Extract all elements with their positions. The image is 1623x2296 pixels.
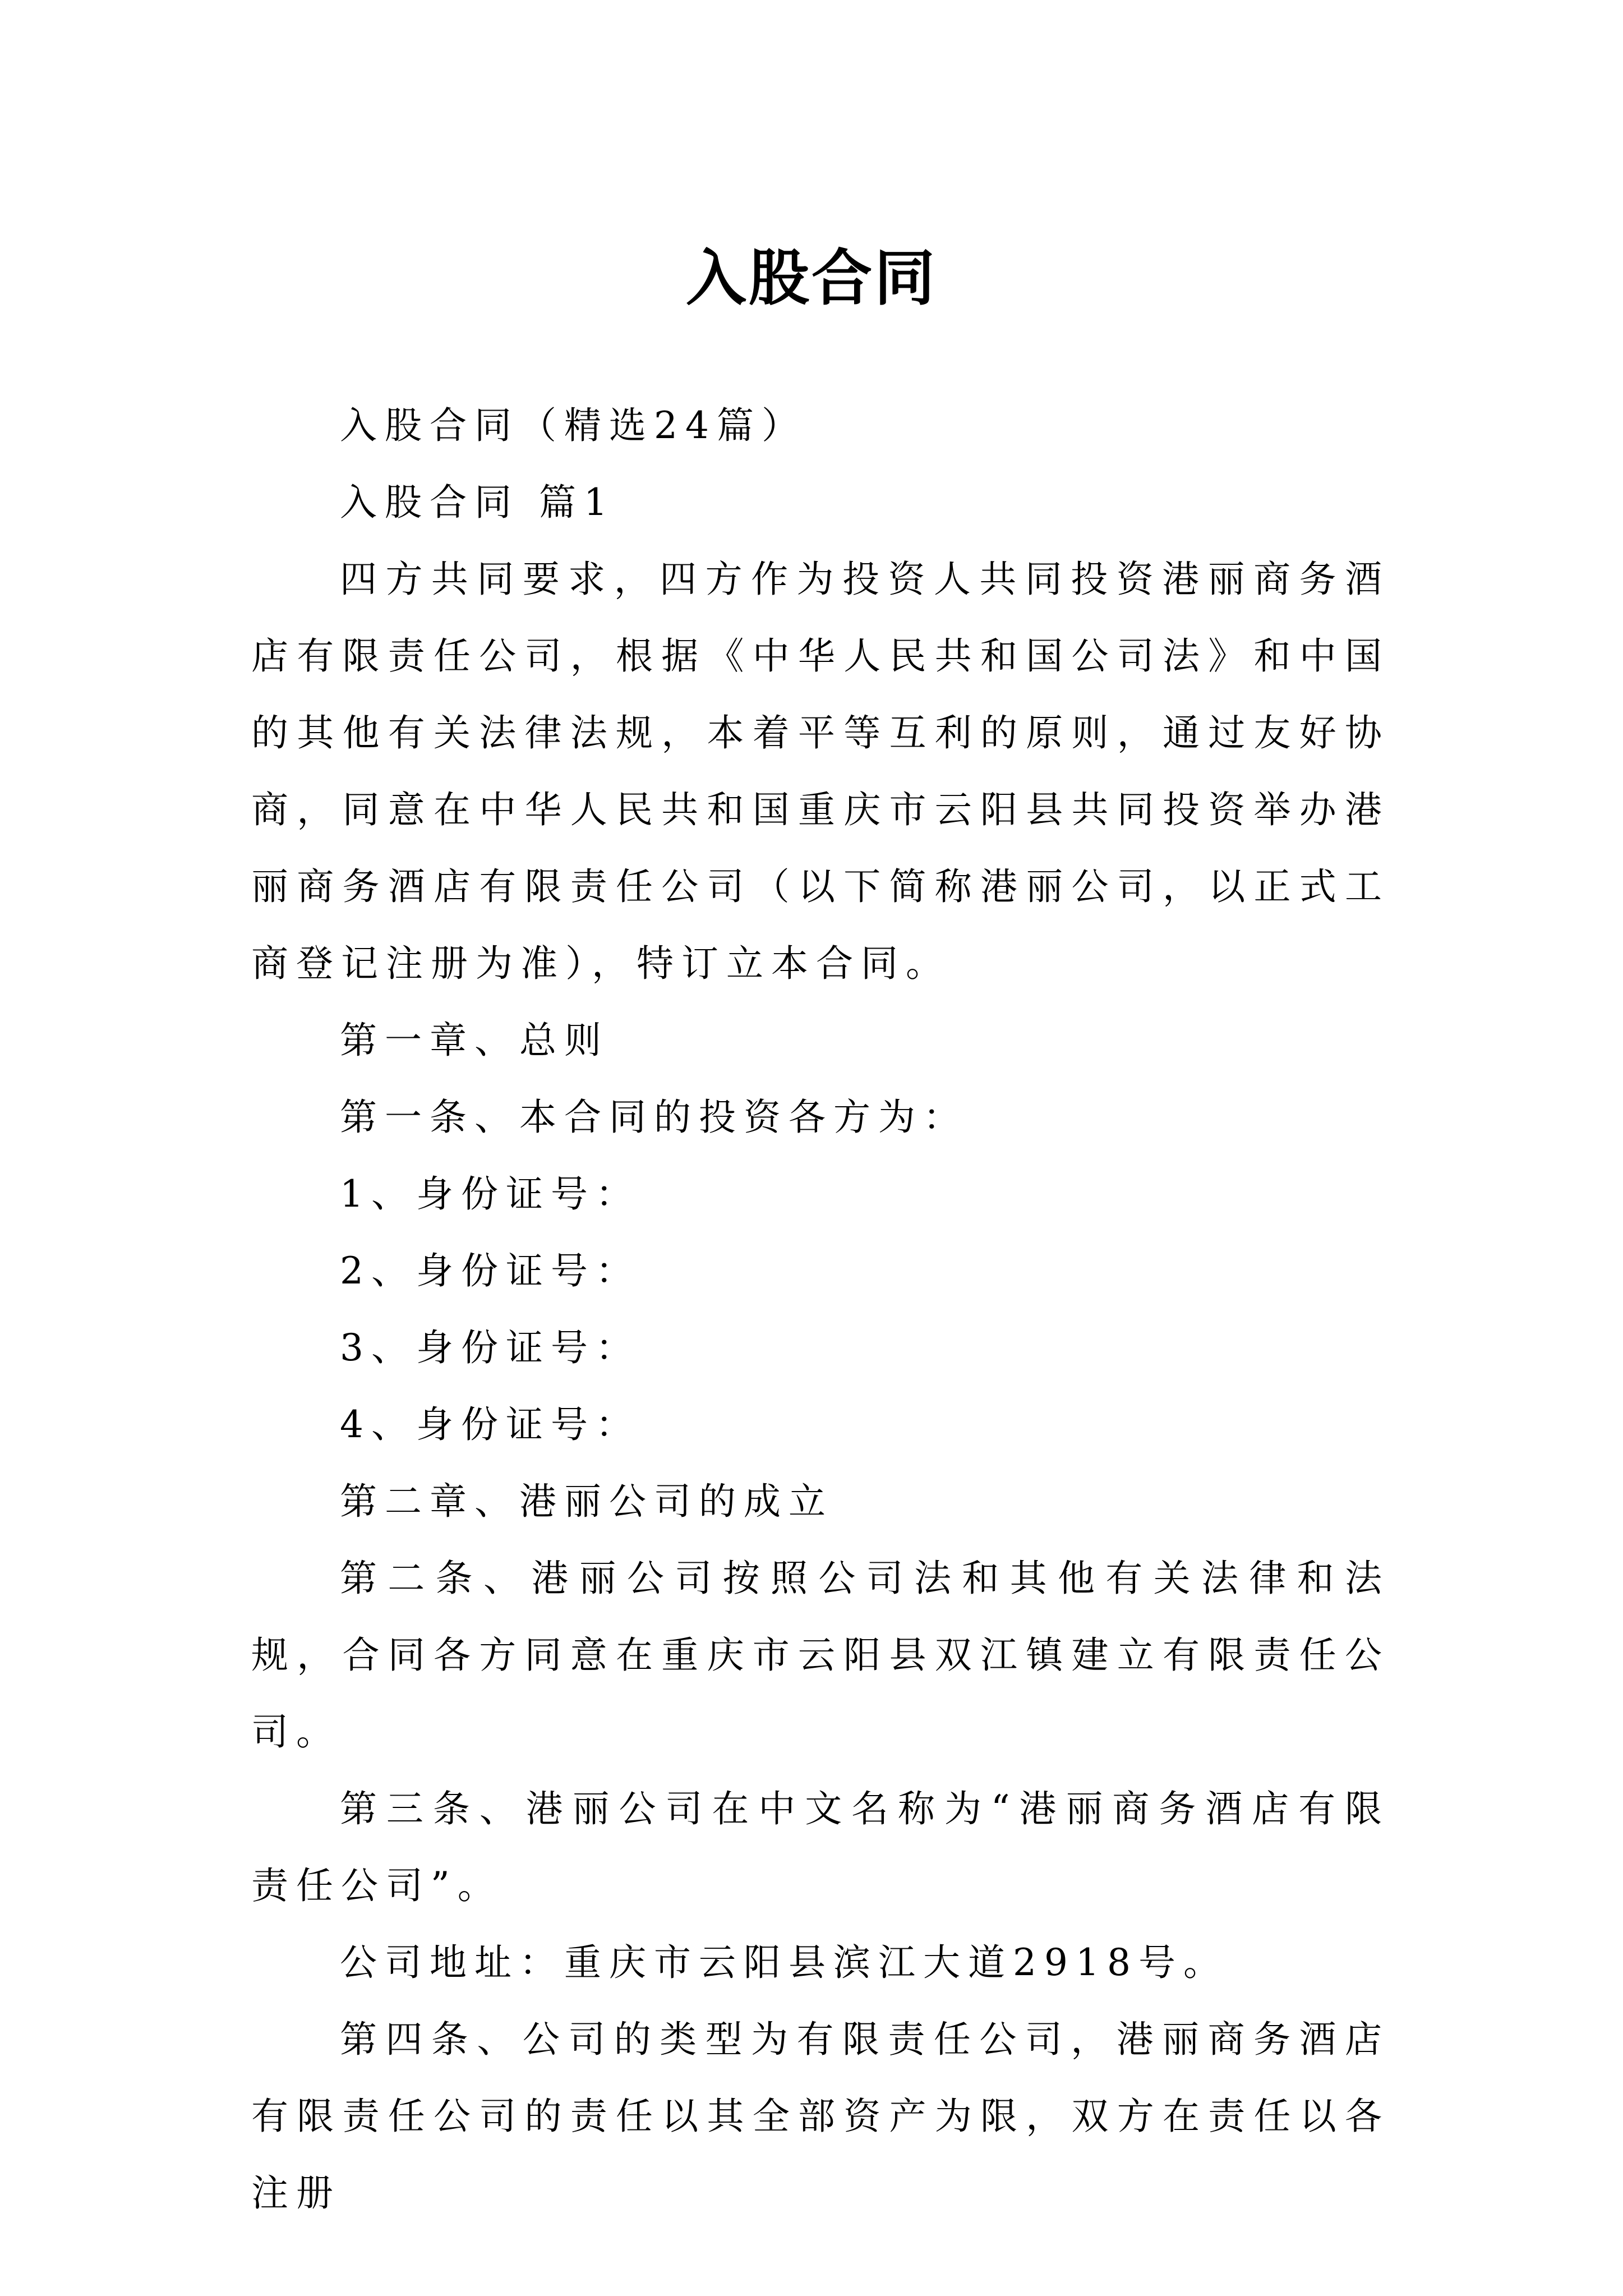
article-4: 第四条、公司的类型为有限责任公司，港丽商务酒店有限责任公司的责任以其全部资产为限，双方在责任以各注册: [251, 2018, 1390, 2215]
document-body: [251, 387, 1390, 2231]
chapter-heading-1: 第一章、总则: [340, 1019, 609, 1062]
paragraph-preamble: 四方共同要求，四方作为投资人共同投资港丽商务酒店有限责任公司，根据《中华人民共和国公司法》和中国的其他有关法律法规，本着平等互利的原则，通过友好协商，同意在中华人民共和国重庆市云阳县共同投资举办港丽商务酒店有限责任公司（以下简称港丽公司，以正式工商登记注册为准），特订立本合同。: [251, 558, 1390, 985]
investor-item-2: 2、身份证号：: [340, 1249, 640, 1292]
investor-item-4: 4、身份证号：: [340, 1403, 640, 1446]
paragraph-article-heading: 入股合同 篇1: [340, 481, 615, 524]
investor-item-3: 3、身份证号：: [340, 1326, 640, 1369]
article-2: 第二条、港丽公司按照公司法和其他有关法律和法规，合同各方同意在重庆市云阳县双江镇建立有限责任公司。: [251, 1557, 1390, 1754]
document-title: 入股合同: [685, 243, 937, 314]
article-3: 第三条、港丽公司在中文名称为“港丽商务酒店有限责任公司”。: [251, 1787, 1390, 1907]
investor-item-1: 1、身份证号：: [340, 1172, 640, 1216]
paragraph-collection-title: 入股合同（精选24篇）: [340, 404, 806, 447]
article-1: 第一条、本合同的投资各方为：: [340, 1096, 968, 1139]
company-address: 公司地址：重庆市云阳县滨江大道2918号。: [340, 1941, 1228, 1984]
chapter-heading-2: 第二章、港丽公司的成立: [340, 1480, 833, 1523]
